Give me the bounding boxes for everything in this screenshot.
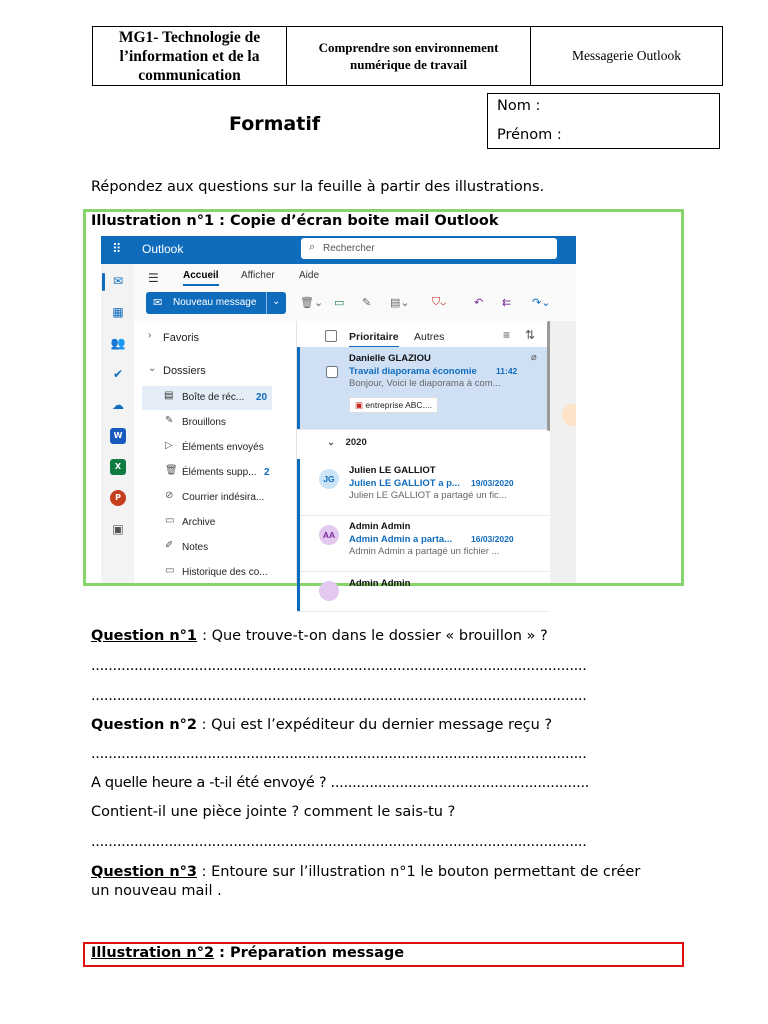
reply-icon[interactable]: ↶ <box>474 297 484 309</box>
pencil-icon: ✎ <box>165 415 174 426</box>
tab-aide[interactable]: Aide <box>299 270 320 281</box>
folder-name: Éléments envoyés <box>182 442 264 453</box>
folders-label: Dossiers <box>163 365 206 377</box>
favorites-label: Favoris <box>163 332 200 344</box>
question-2 <box>91 717 552 733</box>
question-3-text: : Entoure sur l’illustration n°1 le bouton permettant de créer un nouveau mail . <box>91 864 641 899</box>
calendar-icon[interactable]: ▦ <box>112 305 124 319</box>
tab-autres[interactable]: Autres <box>414 331 445 343</box>
message-sender: Danielle GLAZIOU <box>349 353 431 364</box>
inbox-icon: ▤ <box>164 390 174 401</box>
question-1-label: Question n°1 <box>91 628 198 644</box>
archive-icon: ▭ <box>165 515 175 526</box>
question-2-attachment: Contient-il une pièce jointe ? comment le sais-tu ? <box>91 804 456 820</box>
tab-prioritaire[interactable]: Prioritaire <box>349 331 399 348</box>
message-preview: Julien LE GALLIOT a partagé un fic... <box>349 490 507 501</box>
message-preview: Bonjour, Voici le diaporama à com... <box>349 378 501 389</box>
answer-line[interactable]: ................................................................................................................... <box>91 688 587 704</box>
message-time: 19/03/2020 <box>471 478 514 488</box>
folder-name: Notes <box>182 542 209 553</box>
message-time: 11:42 <box>496 366 518 376</box>
report-icon[interactable]: ⛉⌄ <box>432 296 447 308</box>
illustration2-title <box>91 945 404 961</box>
chevron-right-icon: › <box>148 330 152 341</box>
tab-accueil[interactable]: Accueil <box>183 270 219 286</box>
avatar: JG <box>319 469 339 489</box>
message-sender: Julien LE GALLIOT <box>349 465 436 476</box>
header-table <box>92 26 723 86</box>
answer-line[interactable]: ................................................................................................................... <box>91 658 587 674</box>
prenom-label: Prénom : <box>497 127 562 143</box>
move-icon[interactable]: ▤⌄ <box>390 297 410 309</box>
delete-icon[interactable]: 🗑⌄ <box>300 297 324 309</box>
module-cell: MG1- Technologie de l’information et de la communication <box>93 27 287 85</box>
sort-icon[interactable]: ⇅ <box>525 328 536 342</box>
forward-icon[interactable]: ↷⌄ <box>532 297 551 309</box>
folder-item-sent[interactable] <box>134 436 296 460</box>
pdf-icon: ▣ <box>355 400 364 410</box>
new-message-button[interactable] <box>146 292 286 314</box>
illustration1-title: Illustration n°1 : Copie d’écran boite mail Outlook <box>91 213 499 229</box>
todo-icon[interactable]: ✔ <box>112 367 124 381</box>
note-icon: ✐ <box>165 540 174 551</box>
search-placeholder: Rechercher <box>323 243 375 254</box>
search-icon: ⌕ <box>309 241 316 253</box>
folder-item-junk[interactable] <box>134 486 296 510</box>
junk-icon: ⊘ <box>165 490 174 501</box>
nom-label: Nom : <box>497 98 541 114</box>
folder-name: Archive <box>182 517 216 528</box>
folders-group[interactable] <box>134 359 296 383</box>
people-icon[interactable]: 👥 <box>110 336 126 350</box>
page-title: Formatif <box>229 113 321 135</box>
ribbon <box>134 264 576 322</box>
more-apps-icon[interactable]: ▣ <box>112 522 124 536</box>
unread-bar <box>297 515 300 571</box>
outlook-screenshot <box>101 236 576 589</box>
illustration2-rest: : Préparation message <box>214 945 405 961</box>
onedrive-icon[interactable]: ☁ <box>112 398 124 412</box>
question-2-text: : Qui est l’expéditeur du dernier message reçu ? <box>197 717 553 733</box>
folder-icon: ▭ <box>165 565 175 576</box>
group-header[interactable] <box>327 437 367 448</box>
message-subject: Julien LE GALLIOT a p... <box>349 478 460 489</box>
message-time: 16/03/2020 <box>471 534 514 544</box>
reading-pane <box>550 321 576 583</box>
app-rail <box>101 264 135 583</box>
group-label: 2020 <box>345 437 367 448</box>
list-header <box>297 321 551 347</box>
paperclip-icon: ⌀ <box>531 352 537 363</box>
avatar: AA <box>319 525 339 545</box>
mail-icon[interactable]: ✉ <box>112 274 124 288</box>
message-list <box>296 321 551 589</box>
folder-item-history[interactable] <box>134 561 296 585</box>
folder-name: Historique des co... <box>182 567 268 578</box>
chevron-down-icon: ⌄ <box>327 437 335 448</box>
question-3-label: Question n°3 <box>91 864 198 880</box>
instructions: Répondez aux questions sur la feuille à partir des illustrations. <box>91 179 545 195</box>
selection-bar <box>297 347 300 429</box>
answer-line[interactable]: ................................................................................................................... <box>91 746 587 762</box>
folder-name: Éléments supp... <box>182 467 257 478</box>
folder-item-deleted[interactable] <box>134 461 296 485</box>
outlook-topbar <box>101 236 576 264</box>
folder-count: 2 <box>264 467 270 478</box>
folder-name: Courrier indésira... <box>182 492 265 503</box>
question-1-text: : Que trouve-t-on dans le dossier « brouillon » ? <box>202 628 548 644</box>
excel-icon[interactable]: X <box>110 459 126 475</box>
trash-icon: 🗑 <box>165 465 178 476</box>
answer-line[interactable]: ................................................................................................................... <box>91 834 587 850</box>
message-checkbox[interactable] <box>326 366 338 378</box>
unread-bar <box>297 459 300 515</box>
attachment-name: entreprise ABC.... <box>365 400 433 410</box>
folder-name: Boîte de réc... <box>182 392 245 403</box>
folder-item-drafts[interactable] <box>134 411 296 435</box>
favorites-group[interactable] <box>134 326 296 350</box>
send-icon: ▷ <box>165 440 173 451</box>
tab-afficher[interactable]: Afficher <box>241 270 275 281</box>
search-box[interactable] <box>301 238 557 259</box>
message-sender: Admin Admin <box>349 578 411 589</box>
word-icon[interactable]: W <box>110 428 126 444</box>
topic-cell: Messagerie Outlook <box>571 48 682 63</box>
illustration2-label: Illustration n°2 <box>91 945 215 961</box>
button-divider <box>266 292 267 314</box>
reply-all-icon[interactable]: ⇇ <box>502 297 512 309</box>
folder-pane <box>134 321 296 583</box>
message-preview: Admin Admin a partagé un fichier ... <box>349 546 500 557</box>
question-3 <box>91 863 651 901</box>
folder-name: Brouillons <box>182 417 226 428</box>
powerpoint-icon[interactable]: P <box>110 490 126 506</box>
theme-cell: Comprendre son environnement numérique de travail <box>287 27 531 85</box>
rail-selection-indicator <box>102 273 105 291</box>
attachment-chip[interactable] <box>349 397 438 413</box>
sweep-icon[interactable]: ✎ <box>362 297 372 309</box>
identity-box <box>487 93 720 149</box>
folder-item-archive[interactable] <box>134 511 296 535</box>
outlook-app-name: Outlook <box>142 242 184 256</box>
list-item[interactable] <box>297 515 549 572</box>
folder-count: 20 <box>256 392 268 403</box>
list-item[interactable] <box>297 459 549 516</box>
message-subject: Travail diaporama économie <box>349 366 477 377</box>
archive-icon[interactable]: ▭ <box>334 297 345 309</box>
filter-icon[interactable]: ≡ <box>503 328 511 342</box>
list-item[interactable] <box>297 571 549 612</box>
new-message-label: Nouveau message <box>173 297 257 308</box>
chevron-down-icon[interactable]: ⌄ <box>272 296 281 307</box>
question-1 <box>91 628 548 644</box>
folder-item-inbox[interactable] <box>142 386 272 410</box>
app-launcher-icon[interactable]: ⠿ <box>112 242 122 257</box>
question-2-time: A quelle heure a -t-il été envoyé ? ............................................................ <box>91 775 590 791</box>
avatar <box>319 581 339 601</box>
list-item[interactable] <box>297 347 549 430</box>
message-subject: Admin Admin a parta... <box>349 534 453 545</box>
message-sender: Admin Admin <box>349 521 411 532</box>
envelope-icon: ✉ <box>153 297 163 309</box>
select-all-checkbox[interactable] <box>325 330 337 342</box>
chevron-down-icon: ⌄ <box>148 363 157 374</box>
question-2-label: Question n°2 <box>91 717 198 733</box>
menu-icon[interactable]: ☰ <box>148 271 159 285</box>
folder-item-notes[interactable] <box>134 536 296 560</box>
avatar <box>562 404 576 426</box>
unread-bar <box>297 571 300 611</box>
